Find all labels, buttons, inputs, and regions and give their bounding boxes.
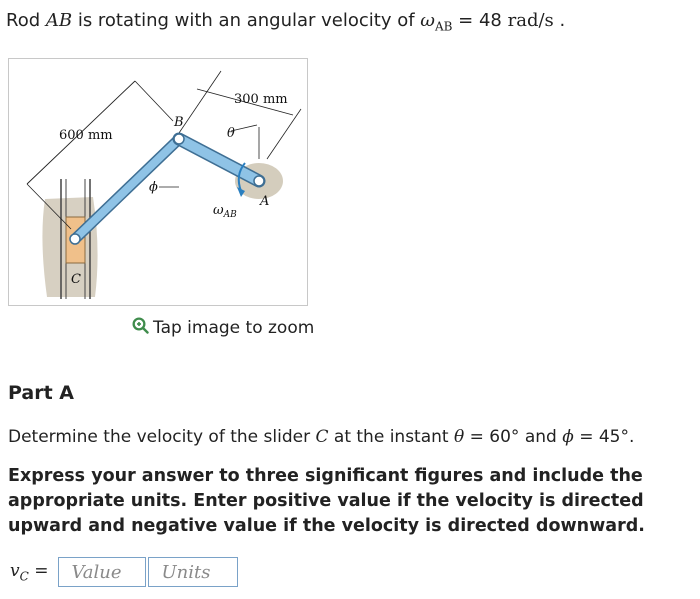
- rod-ab: [179, 139, 259, 181]
- zoom-link[interactable]: [131, 316, 314, 339]
- value-input[interactable]: [58, 557, 146, 587]
- answer-row: [10, 557, 238, 587]
- pin-a: [254, 176, 264, 186]
- dim-600-label: 600 mm: [59, 128, 113, 143]
- slider-label: C: [315, 427, 329, 447]
- dim-ext-a: [267, 109, 301, 159]
- part-title: Part A: [8, 382, 75, 404]
- intro-end: .: [553, 10, 566, 31]
- answer-label: [10, 561, 48, 583]
- omega-symbol: ω: [420, 10, 435, 31]
- question-mid: at the instant: [328, 427, 454, 447]
- pin-b: [174, 134, 184, 144]
- answer-var-sub: C: [19, 569, 29, 584]
- label-phi: ϕ: [149, 180, 158, 195]
- intro-value: = 48: [452, 10, 508, 31]
- omega-subscript: AB: [434, 19, 453, 34]
- label-b: B: [174, 115, 184, 130]
- label-omega: [213, 203, 237, 220]
- theta-ref: [231, 125, 257, 131]
- answer-instructions: Express your answer to three significant figures and include the appropriate units. Enter positive value if the velocity is directed upward and negative value if the velocity is directed downward.: [8, 466, 645, 536]
- dim-ext-top: [135, 81, 173, 121]
- intro-unit: rad/s: [507, 10, 554, 31]
- question-text: [8, 427, 634, 447]
- intro-prefix: Rod: [6, 10, 46, 31]
- theta-symbol: θ: [453, 427, 465, 447]
- units-input[interactable]: [148, 557, 238, 587]
- question-prefix: Determine the velocity of the slider: [8, 427, 316, 447]
- omega-label-symbol: ω: [213, 203, 224, 218]
- intro-middle: is rotating with an angular velocity of: [72, 10, 421, 31]
- rod-label: AB: [45, 10, 73, 31]
- dim-300-label: 300 mm: [234, 92, 288, 107]
- problem-statement: [6, 10, 565, 34]
- mechanism-diagram: [9, 59, 307, 305]
- theta-value: = 60° and: [464, 427, 563, 447]
- omega-label-sub: AB: [223, 210, 237, 220]
- zoom-icon: [131, 316, 149, 339]
- dim-ext-b: [179, 71, 221, 133]
- phi-symbol: ϕ: [562, 427, 574, 447]
- label-theta: θ: [227, 126, 235, 141]
- answer-var: v: [10, 560, 20, 581]
- zoom-label: Tap image to zoom: [153, 317, 315, 338]
- answer-eq: =: [28, 560, 49, 581]
- mechanism-figure[interactable]: [8, 58, 308, 306]
- phi-value: = 45°.: [573, 427, 635, 447]
- label-a: A: [260, 194, 270, 209]
- pin-c: [70, 234, 80, 244]
- label-c: C: [71, 272, 81, 287]
